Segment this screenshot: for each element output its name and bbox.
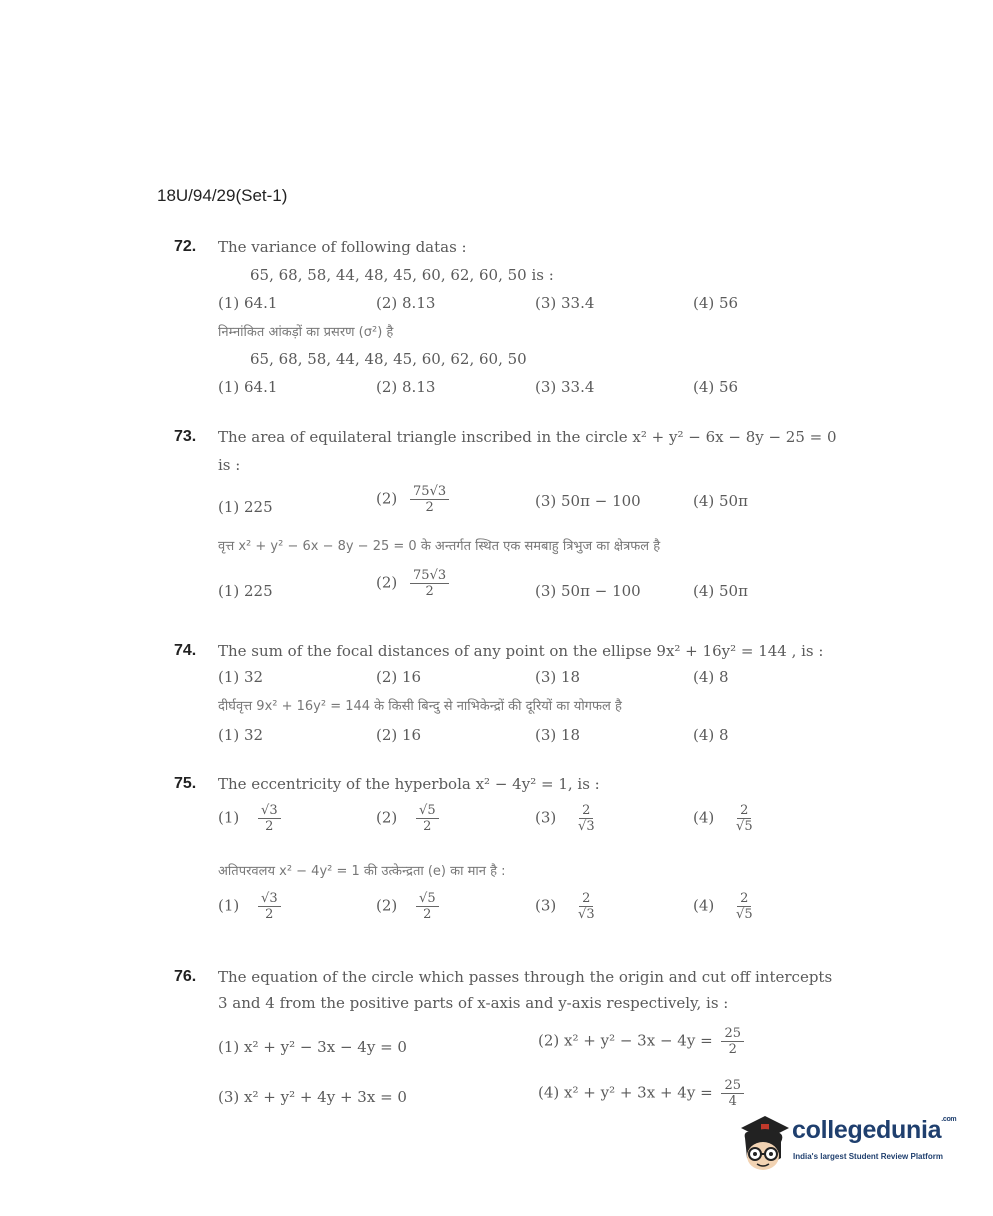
denominator: 2 — [265, 907, 274, 922]
denominator: 2 — [728, 1042, 737, 1057]
numerator: 25 — [721, 1026, 744, 1042]
option-3-hindi: (3) 33.4 — [535, 378, 595, 396]
option-2: (2) 16 — [376, 668, 422, 686]
numerator: 25 — [721, 1078, 744, 1094]
denominator: √5 — [736, 907, 753, 922]
mascot-icon — [735, 1108, 791, 1180]
numerator: 2 — [737, 803, 751, 819]
paper-code: 18U/94/29(Set-1) — [157, 186, 288, 205]
fraction — [721, 1026, 744, 1057]
question-data-hindi: 65, 68, 58, 44, 48, 45, 60, 62, 60, 50 — [250, 350, 527, 368]
option-3-hindi — [535, 891, 598, 922]
logo-tagline: India's largest Student Review Platform — [793, 1152, 943, 1161]
option-label: (2) — [376, 808, 398, 827]
option-label: (2) — [376, 896, 398, 915]
fraction — [258, 891, 281, 922]
question-text: The eccentricity of the hyperbola x² − 4y² = 1, is : — [218, 775, 600, 793]
option-label: (3) — [535, 808, 557, 827]
option-label: (2) — [376, 489, 398, 508]
question-number: 73. — [174, 428, 197, 445]
option-1: (1) 32 — [218, 668, 264, 686]
question-text: The variance of following datas : — [218, 238, 467, 256]
option-1: (1) 64.1 — [218, 294, 278, 312]
question-text-hindi: दीर्घवृत्त 9x² + 16y² = 144 के किसी बिन्दु से नाभिकेन्द्रों की दूरियों का योगफल है — [218, 699, 622, 714]
option-label: (2) — [376, 573, 398, 592]
denominator: √3 — [578, 819, 595, 834]
question-text-hindi: निम्नांकित आंकड़ों का प्रसरण (σ²) है — [218, 325, 394, 340]
option-2-hindi — [376, 891, 439, 922]
option-4-hindi: (4) 56 — [693, 378, 739, 396]
option-3-hindi: (3) 50π − 100 — [535, 582, 641, 600]
logo-name: collegedunia — [792, 1116, 942, 1144]
question-number: 75. — [174, 775, 197, 792]
logo-text — [792, 1116, 956, 1145]
option-2-hindi — [376, 568, 449, 599]
fraction — [410, 484, 449, 515]
option-3: (3) 18 — [535, 668, 581, 686]
question-text-cont: is : — [218, 456, 241, 474]
numerator: √3 — [258, 803, 281, 819]
question-text-cont: 3 and 4 from the positive parts of x-axis and y-axis respectively, is : — [218, 994, 729, 1012]
option-4: (4) 56 — [693, 294, 739, 312]
denominator: 2 — [423, 907, 432, 922]
option-label: (1) — [218, 896, 240, 915]
fraction — [410, 568, 449, 599]
fraction — [416, 803, 439, 834]
option-label: (4) — [693, 896, 715, 915]
option-text: (4) x² + y² + 3x + 4y = — [538, 1083, 713, 1102]
fraction — [258, 803, 281, 834]
option-2-hindi: (2) 16 — [376, 726, 422, 744]
option-3: (3) 50π − 100 — [535, 492, 641, 510]
numerator: 2 — [579, 803, 593, 819]
option-3-hindi: (3) 18 — [535, 726, 581, 744]
numerator: 75√3 — [410, 568, 449, 584]
denominator: 4 — [728, 1094, 737, 1109]
option-label: (1) — [218, 808, 240, 827]
question-text-hindi: अतिपरवलय x² − 4y² = 1 की उत्केन्द्रता (e) का मान है : — [218, 864, 506, 879]
logo-suffix: .com — [941, 1116, 957, 1123]
option-2 — [538, 1026, 744, 1057]
question-data: 65, 68, 58, 44, 48, 45, 60, 62, 60, 50 is : — [250, 266, 554, 284]
option-1-hindi — [218, 891, 281, 922]
option-1: (1) x² + y² − 3x − 4y = 0 — [218, 1038, 407, 1056]
numerator: √5 — [416, 891, 439, 907]
option-text: (2) x² + y² − 3x − 4y = — [538, 1031, 713, 1050]
option-3: (3) 33.4 — [535, 294, 595, 312]
question-text: The equation of the circle which passes through the origin and cut off intercepts — [218, 968, 833, 986]
option-4-hindi — [693, 891, 756, 922]
option-4 — [538, 1078, 744, 1109]
question-number: 76. — [174, 968, 197, 985]
denominator: √5 — [736, 819, 753, 834]
option-2: (2) 8.13 — [376, 294, 436, 312]
option-4: (4) 50π — [693, 492, 748, 510]
fraction — [575, 891, 598, 922]
denominator: 2 — [265, 819, 274, 834]
question-number: 74. — [174, 642, 197, 659]
fraction — [575, 803, 598, 834]
option-label: (4) — [693, 808, 715, 827]
question-text-hindi: वृत्त x² + y² − 6x − 8y − 25 = 0 के अन्तर्गत स्थित एक समबाहु त्रिभुज का क्षेत्रफल है — [218, 539, 661, 554]
fraction — [721, 1078, 744, 1109]
question-number: 72. — [174, 238, 197, 255]
denominator: √3 — [578, 907, 595, 922]
denominator: 2 — [425, 500, 434, 515]
option-3: (3) x² + y² + 4y + 3x = 0 — [218, 1088, 407, 1106]
option-4 — [693, 803, 756, 834]
numerator: √3 — [258, 891, 281, 907]
denominator: 2 — [423, 819, 432, 834]
question-text: The sum of the focal distances of any point on the ellipse 9x² + 16y² = 144 , is : — [218, 642, 824, 660]
option-1: (1) 225 — [218, 498, 273, 516]
denominator: 2 — [425, 584, 434, 599]
collegedunia-logo — [735, 1108, 965, 1180]
option-4: (4) 8 — [693, 668, 729, 686]
numerator: √5 — [416, 803, 439, 819]
option-4-hindi: (4) 50π — [693, 582, 748, 600]
question-text: The area of equilateral triangle inscribed in the circle x² + y² − 6x − 8y − 25 = 0 — [218, 428, 837, 446]
fraction — [733, 891, 756, 922]
option-1-hindi: (1) 32 — [218, 726, 264, 744]
option-label: (3) — [535, 896, 557, 915]
numerator: 2 — [737, 891, 751, 907]
option-1-hindi: (1) 225 — [218, 582, 273, 600]
option-1 — [218, 803, 281, 834]
option-2 — [376, 803, 439, 834]
option-4-hindi: (4) 8 — [693, 726, 729, 744]
fraction — [733, 803, 756, 834]
option-2 — [376, 484, 449, 515]
fraction — [416, 891, 439, 922]
numerator: 75√3 — [410, 484, 449, 500]
numerator: 2 — [579, 891, 593, 907]
option-3 — [535, 803, 598, 834]
option-2-hindi: (2) 8.13 — [376, 378, 436, 396]
option-1-hindi: (1) 64.1 — [218, 378, 278, 396]
